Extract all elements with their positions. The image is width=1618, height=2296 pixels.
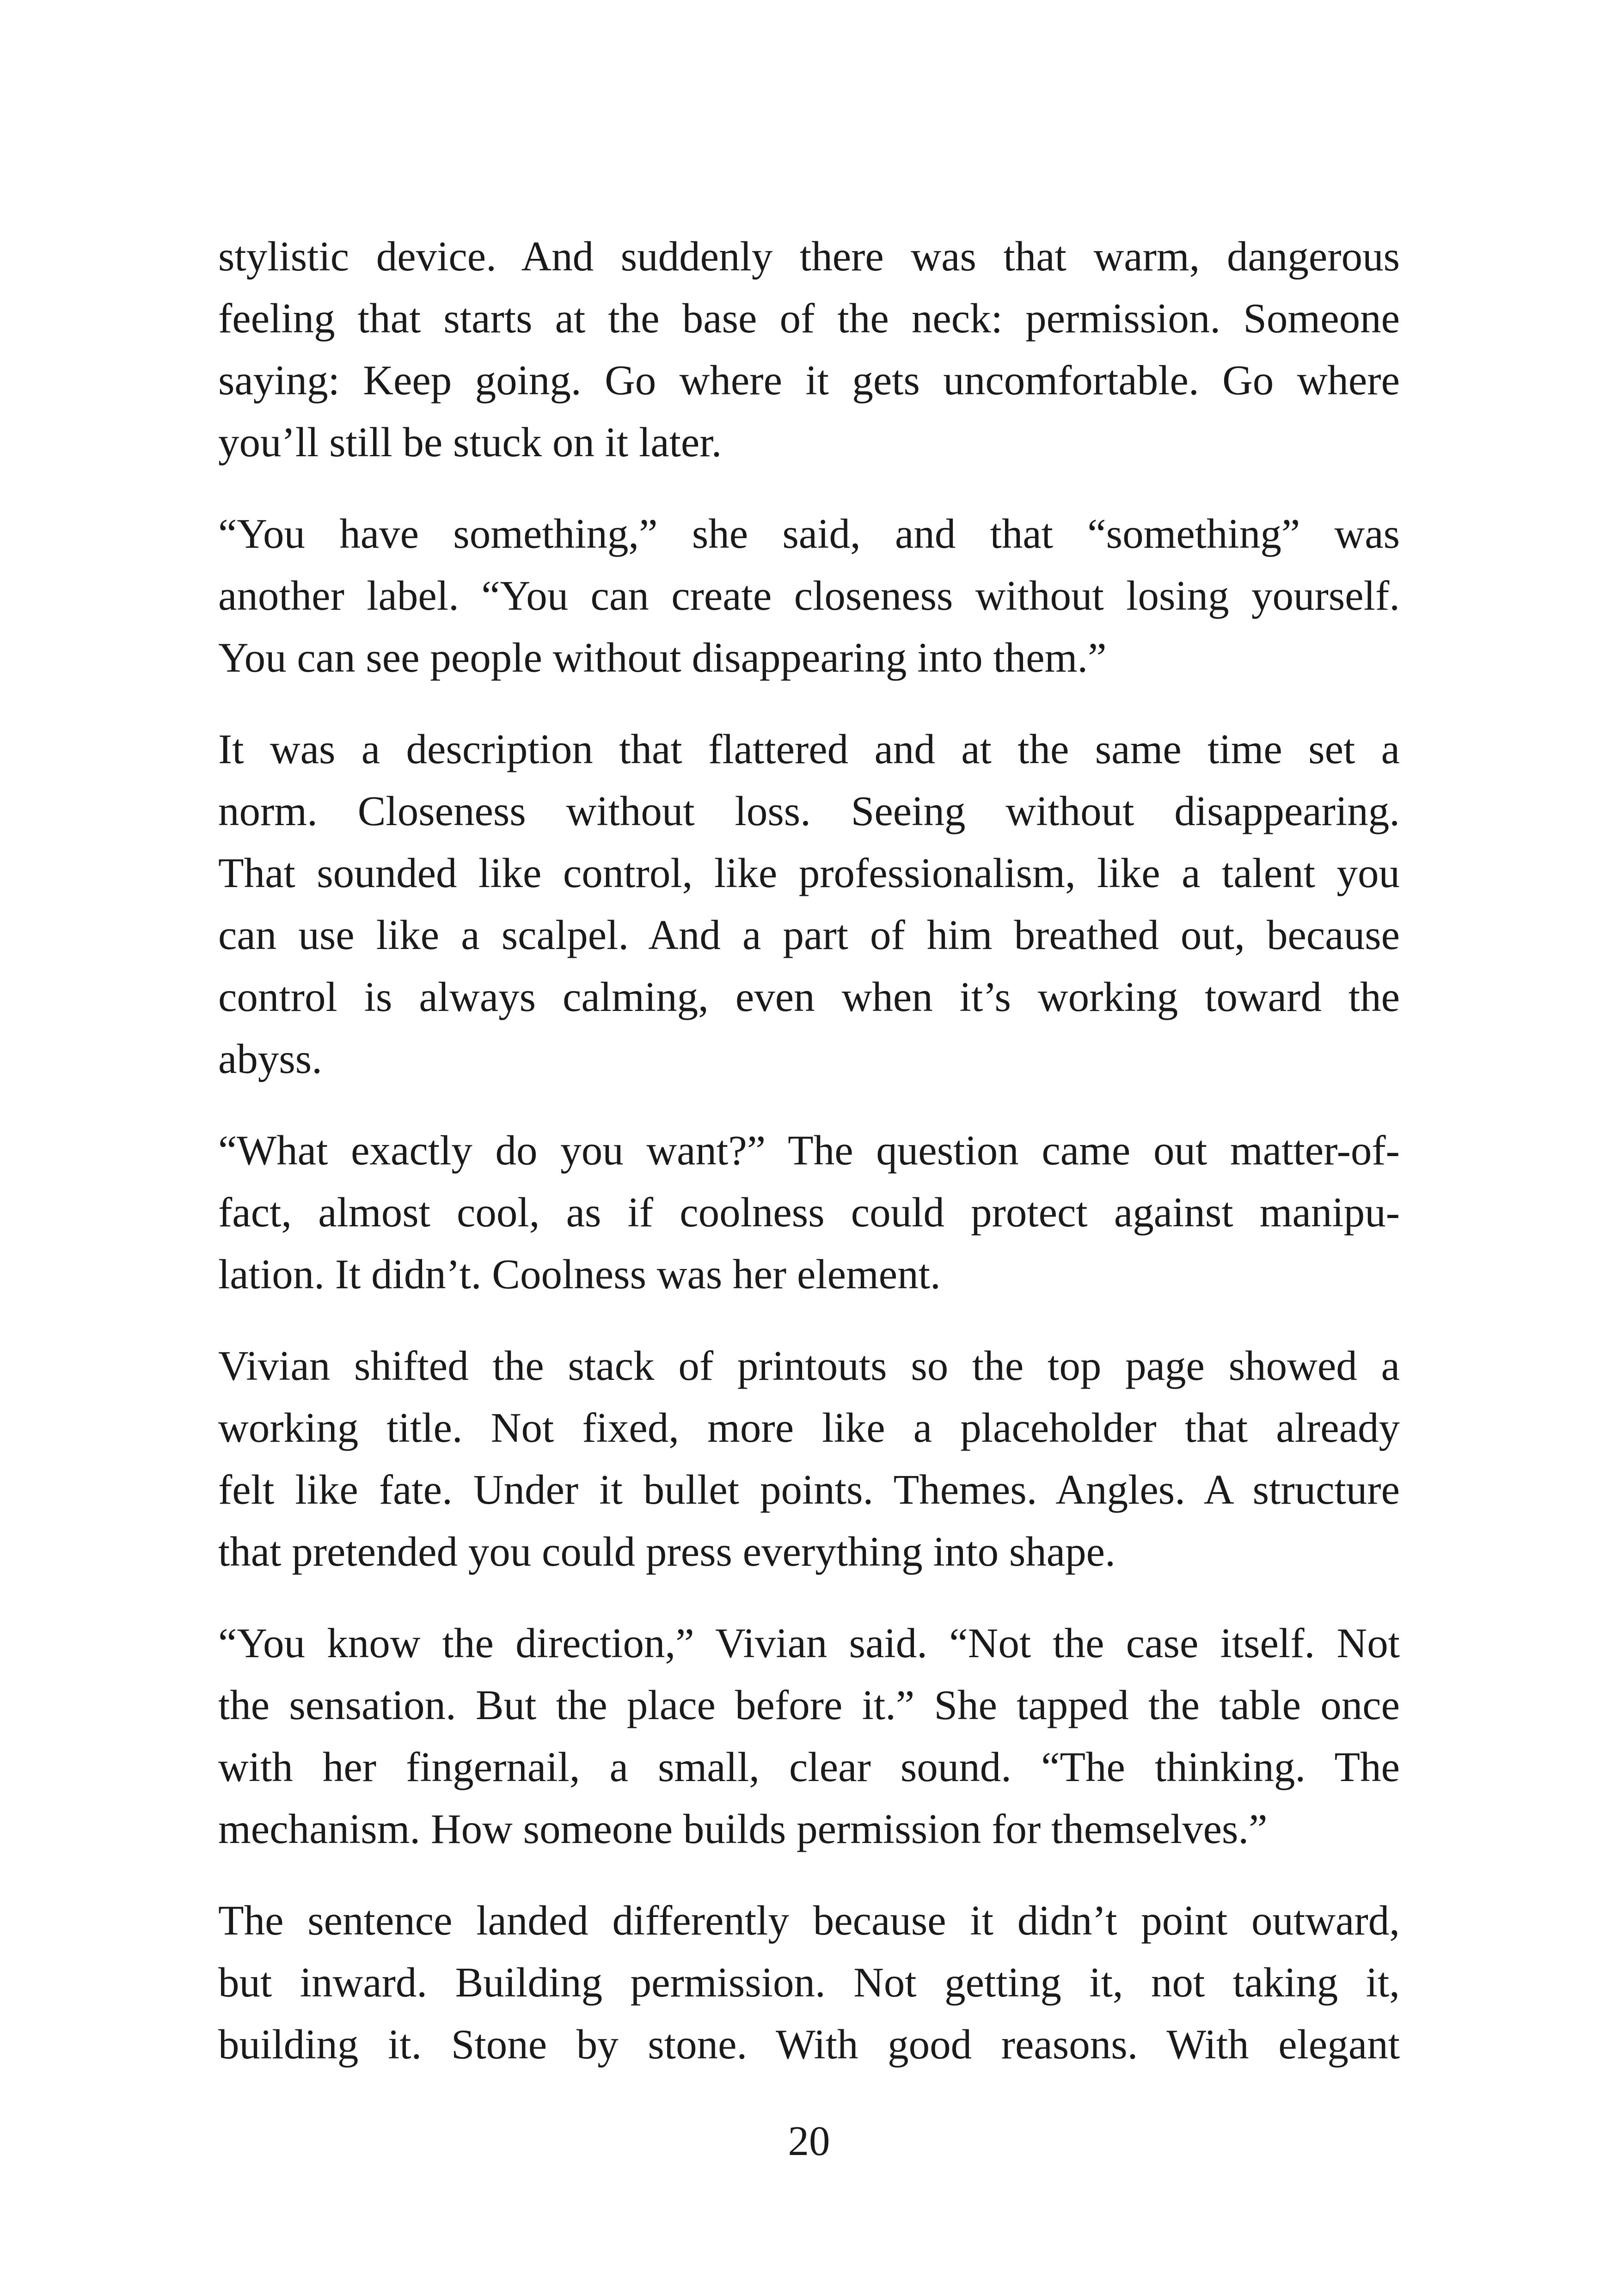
text-line: you’ll still be stuck on it later.: [218, 419, 722, 465]
paragraph: [218, 226, 1400, 473]
paragraph: [218, 1335, 1400, 1583]
text-line: felt like fate. Under it bullet points. Themes. Angles. A structure: [218, 1466, 1400, 1513]
text-line: The sentence landed differently because it didn’t point outward,: [218, 1897, 1400, 1944]
text-line: mechanism. How someone builds permission for themselves.”: [218, 1806, 1268, 1852]
text-line: norm. Closeness without loss. Seeing without disappearing.: [218, 788, 1400, 834]
paragraph: [218, 718, 1400, 1090]
text-line: can use like a scalpel. And a part of him breathed out, because: [218, 912, 1400, 958]
text-line: but inward. Building permission. Not getting it, not taking it,: [218, 1959, 1400, 2006]
paragraph: [218, 1890, 1400, 2076]
text-line: that pretended you could press everything into shape.: [218, 1528, 1115, 1575]
text-line: building it. Stone by stone. With good reasons. With elegant: [218, 2021, 1400, 2068]
text-line: abyss.: [218, 1035, 322, 1082]
paragraph: [218, 1120, 1400, 1305]
page-number: 20: [788, 2118, 830, 2164]
text-line: the sensation. But the place before it.” She tapped the table once: [218, 1682, 1400, 1728]
text-line: stylistic device. And suddenly there was that warm, dangerous: [218, 233, 1400, 280]
text-line: with her fingernail, a small, clear sound. “The thinking. The: [218, 1744, 1400, 1790]
text-line: Vivian shifted the stack of printouts so the top page showed a: [218, 1342, 1400, 1389]
text-line: “You have something,” she said, and that “something” was: [218, 510, 1400, 557]
text-line: fact, almost cool, as if coolness could protect against manipu-: [218, 1189, 1400, 1236]
text-line: lation. It didn’t. Coolness was her element.: [218, 1251, 941, 1298]
text-line: That sounded like control, like professionalism, like a talent you: [218, 850, 1400, 896]
text-line: saying: Keep going. Go where it gets uncomfortable. Go where: [218, 357, 1400, 404]
text-line: control is always calming, even when it’s working toward the: [218, 974, 1400, 1020]
text-line: “What exactly do you want?” The question came out matter-of-: [218, 1127, 1400, 1174]
text-line: working title. Not fixed, more like a placeholder that already: [218, 1404, 1400, 1451]
text-line: feeling that starts at the base of the neck: permission. Someone: [218, 295, 1400, 342]
text-line: You can see people without disappearing into them.”: [218, 634, 1107, 681]
text-line: “You know the direction,” Vivian said. “Not the case itself. Not: [218, 1620, 1400, 1666]
paragraph: [218, 1612, 1400, 1860]
text-line: another label. “You can create closeness without losing yourself.: [218, 572, 1400, 619]
paragraph: [218, 503, 1400, 689]
body-text: [218, 226, 1400, 2076]
text-line: It was a description that flattered and at the same time set a: [218, 726, 1400, 772]
